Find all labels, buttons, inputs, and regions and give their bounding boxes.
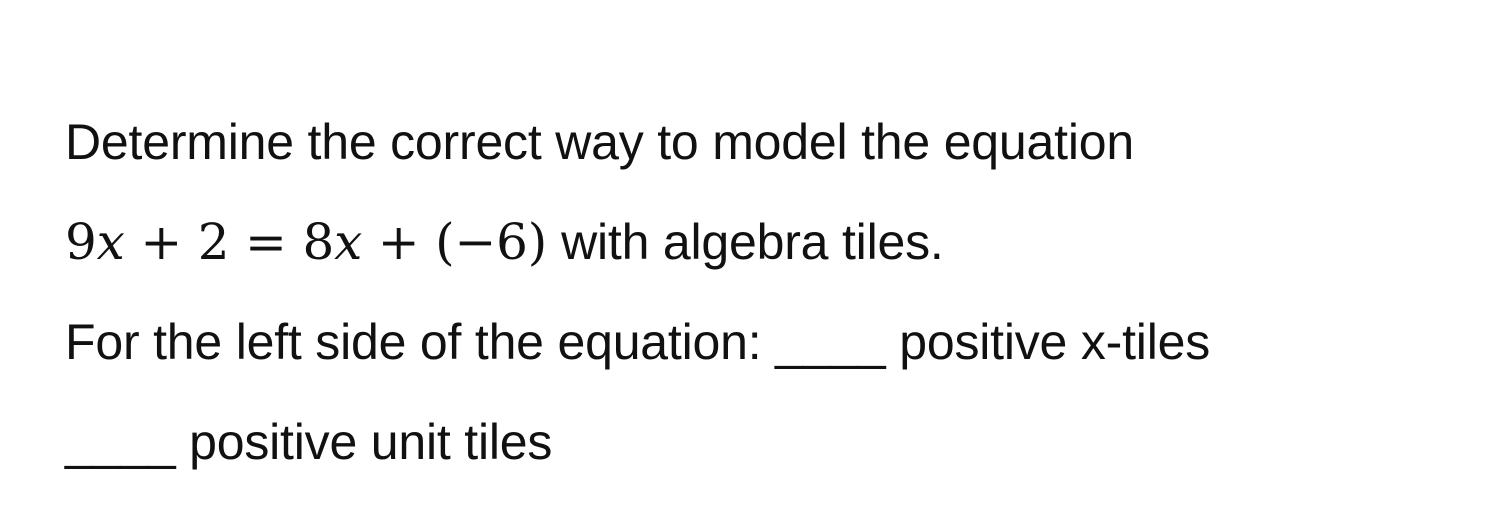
equation-equals: = [229,213,303,271]
equation-plus-1: + [124,213,198,271]
equation-rhs-constant: (−6) [435,213,548,271]
equation [65,213,547,271]
equation-plus-2: + [362,213,436,271]
equation-rhs-variable: x [334,213,363,271]
equation-lhs-variable: x [96,213,125,271]
equation-lhs-constant: 2 [197,213,230,271]
question-line-2 [65,192,1475,292]
question-line-4: ____ positive unit tiles [65,414,553,470]
question-line-2-text: with algebra tiles. [561,214,944,270]
equation-lhs-coefficient: 9 [65,213,97,271]
question-line-3: For the left side of the equation: ____ positive x-tiles [65,314,1211,370]
question-line-1: Determine the correct way to model the equation [65,114,1134,170]
question-text [65,92,1475,492]
equation-rhs-coefficient: 8 [302,213,335,271]
